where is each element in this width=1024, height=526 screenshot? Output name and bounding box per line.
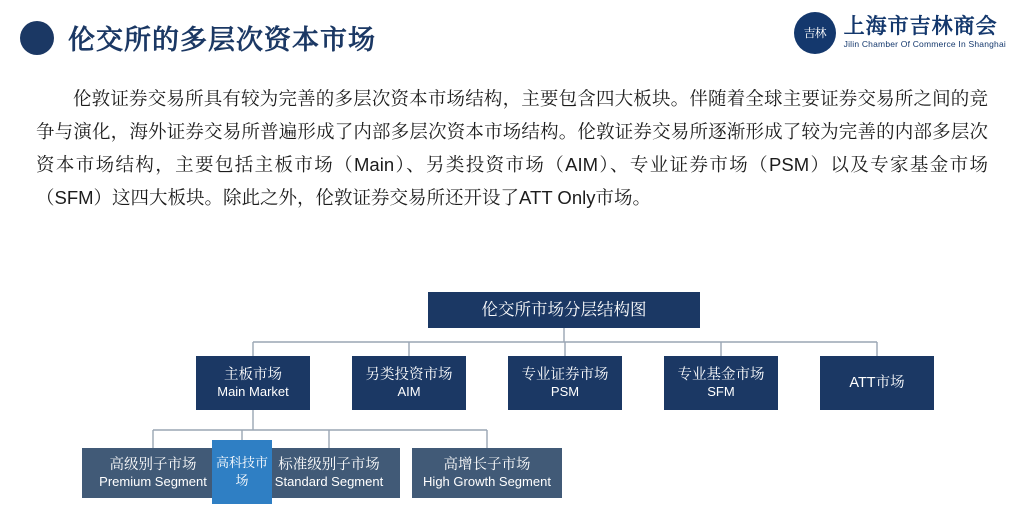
page-header [0, 0, 1024, 66]
node-label-en: Premium Segment [99, 473, 207, 489]
node-label-cn: 专业证券市场 [521, 366, 609, 383]
logo-name-en: Jilin Chamber Of Commerce In Shanghai [843, 38, 1006, 49]
diagram-node-main-market [196, 356, 310, 410]
diagram-node-high-growth-segment [412, 448, 562, 498]
node-label-cn: 伦交所市场分层结构图 [481, 300, 647, 319]
diagram-node-aim [352, 356, 466, 410]
footer-bar [0, 520, 1024, 526]
diagram-node-psm [508, 356, 622, 410]
node-label-cn: ATT市场 [849, 374, 905, 391]
node-label-en: AIM [397, 383, 421, 399]
node-label-cn: 主板市场 [224, 366, 282, 383]
page-title: 伦交所的多层次资本市场 [68, 25, 376, 55]
node-label-en: Main Market [217, 383, 289, 399]
diagram-node-high-tech-market [212, 440, 272, 504]
node-label-cn: 高增长子市场 [443, 456, 531, 473]
body-paragraph: 伦敦证券交易所具有较为完善的多层次资本市场结构，主要包含四大板块。伴随着全球主要证券交易所之间的竞争与演化，海外证券交易所普遍形成了内部多层次资本市场结构。伦敦证券交易所逐渐形成了较为完善的内部多层次资本市场结构，主要包括主板市场（Main）、另类投资市场（AIM）、专业证券市场（PSM）以及专家基金市场（SFM）这四大板块。除此之外，伦敦证券交易所还开设了ATT Only市场。 [36, 88, 988, 208]
logo-seal-icon: 吉林 [794, 12, 836, 54]
diagram-node-att [820, 356, 934, 410]
node-label-cn: 专业基金市场 [677, 366, 765, 383]
node-label-cn: 另类投资市场 [365, 366, 453, 383]
diagram-node-standard-segment [258, 448, 400, 498]
logo-name-cn: 上海市吉林商会 [843, 15, 998, 39]
diagram-node-root [428, 292, 700, 328]
node-label-cn: 标准级别子市场 [278, 456, 380, 473]
node-label-cn: 高级别子市场 [109, 456, 197, 473]
node-label-en: SFM [707, 383, 735, 399]
market-structure-diagram [0, 270, 1024, 526]
filled-circle-icon [20, 21, 54, 55]
node-label-en: PSM [550, 383, 580, 399]
diagram-node-sfm [664, 356, 778, 410]
logo-text [844, 16, 1006, 49]
node-label-en: Standard Segment [274, 473, 384, 489]
diagram-node-premium-segment [82, 448, 224, 498]
node-label-cn: 高科技市场 [215, 455, 268, 488]
organization-logo [794, 10, 1006, 56]
node-label-en: High Growth Segment [423, 473, 551, 489]
